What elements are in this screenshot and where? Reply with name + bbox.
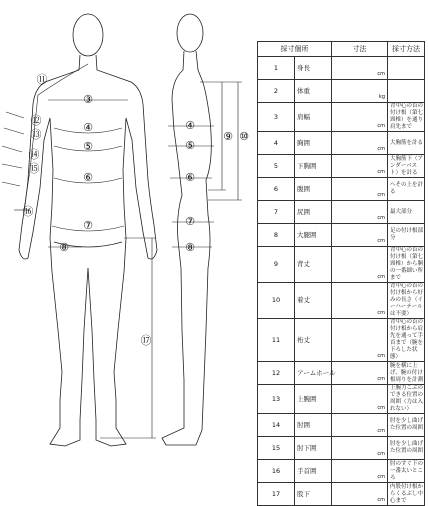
row-location: アームホール — [295, 362, 332, 385]
table-row — [258, 201, 425, 224]
row-unit: cm — [377, 474, 385, 480]
row-value-field[interactable] — [332, 414, 388, 437]
header-location: 採寸個所 — [258, 42, 332, 57]
row-number: 9 — [258, 247, 295, 283]
label-17: ⑰ — [140, 334, 152, 347]
row-location: 股下 — [295, 483, 332, 506]
label-13: ⑬ — [30, 128, 42, 141]
row-method: 背中心の首の付け根から好みの長さ（イーハーテールは不要） — [388, 283, 425, 319]
row-location: 体重 — [295, 80, 332, 103]
row-unit: cm — [377, 123, 385, 129]
row-number: 4 — [258, 132, 295, 155]
label-3: ③ — [83, 93, 93, 106]
row-value-field[interactable] — [332, 155, 388, 178]
table-row — [258, 247, 425, 283]
table-row — [258, 57, 425, 80]
row-method: 肘を少し曲げた位置の周囲 — [388, 414, 425, 437]
row-method: 大胸筋を計る — [388, 132, 425, 155]
row-value-field[interactable] — [332, 80, 388, 103]
row-method: 背中心の首の付け根から肩先を通って手首まで（腕を下ろした状態） — [388, 319, 425, 362]
row-value-field[interactable] — [332, 362, 388, 385]
row-method: 最大部分 — [388, 201, 425, 224]
row-method — [388, 80, 425, 103]
row-unit: cm — [377, 192, 385, 198]
row-unit: cm — [377, 376, 385, 382]
row-location: 肘下囲 — [295, 437, 332, 460]
label-9: ⑨ — [223, 130, 233, 143]
row-value-field[interactable] — [332, 132, 388, 155]
row-unit: cm — [377, 238, 385, 244]
row-location: 手首囲 — [295, 460, 332, 483]
row-method: 内股付け根からくるぶし中心まで — [388, 483, 425, 506]
row-method: 大胸筋下（アンダーバスト）を計る — [388, 155, 425, 178]
row-location: 背丈 — [295, 247, 332, 283]
row-location: 肩幅 — [295, 103, 332, 132]
row-method: 肘を少し曲げた位置の周囲 — [388, 437, 425, 460]
row-value-field[interactable] — [332, 460, 388, 483]
row-unit: cm — [377, 451, 385, 457]
row-number: 3 — [258, 103, 295, 132]
label-8: ⑧ — [59, 241, 69, 254]
row-unit: cm — [377, 169, 385, 175]
label-4: ④ — [83, 121, 93, 134]
row-number: 1 — [258, 57, 295, 80]
row-value-field[interactable] — [332, 385, 388, 414]
table-header-row — [258, 42, 425, 57]
row-value-field[interactable] — [332, 201, 388, 224]
row-method: 足の付け根部分 — [388, 224, 425, 247]
row-number: 11 — [258, 319, 295, 362]
row-location: 身長 — [295, 57, 332, 80]
label-side-6: ⑥ — [185, 171, 195, 184]
row-unit: cm — [377, 353, 385, 359]
row-number: 6 — [258, 178, 295, 201]
row-number: 2 — [258, 80, 295, 103]
row-number: 15 — [258, 437, 295, 460]
row-number: 12 — [258, 362, 295, 385]
header-value: 寸法 — [332, 42, 388, 57]
row-unit: cm — [377, 405, 385, 411]
row-location: 大腿囲 — [295, 224, 332, 247]
header-method: 採寸方法 — [388, 42, 425, 57]
row-number: 10 — [258, 283, 295, 319]
row-value-field[interactable] — [332, 247, 388, 283]
table-row — [258, 414, 425, 437]
row-location: 上腕囲 — [295, 385, 332, 414]
row-method: 腕を横に上げ、腕の付け根周りを計測 — [388, 362, 425, 385]
row-number: 16 — [258, 460, 295, 483]
row-unit: cm — [377, 274, 385, 280]
label-10: ⑩ — [239, 130, 249, 143]
row-number: 7 — [258, 201, 295, 224]
label-side-8: ⑧ — [185, 241, 195, 254]
row-unit: cm — [377, 497, 385, 503]
table-row — [258, 178, 425, 201]
row-location: 肘囲 — [295, 414, 332, 437]
row-method: 背中心の首の付け根（第七頸椎）から胴の一番細い所まで — [388, 247, 425, 283]
row-number: 13 — [258, 385, 295, 414]
label-side-5: ⑤ — [185, 139, 195, 152]
row-method: 背中心の首の付け根（第七頸椎）を通り肩先まで — [388, 103, 425, 132]
row-unit: cm — [377, 215, 385, 221]
table-row — [258, 385, 425, 414]
table-row — [258, 362, 425, 385]
label-7: ⑦ — [83, 219, 93, 232]
row-value-field[interactable] — [332, 57, 388, 80]
row-number: 8 — [258, 224, 295, 247]
row-location: 尻囲 — [295, 201, 332, 224]
label-15: ⑮ — [28, 162, 40, 175]
label-5: ⑤ — [83, 140, 93, 153]
row-unit: cm — [377, 146, 385, 152]
table-row — [258, 483, 425, 506]
row-unit: cm — [377, 310, 385, 316]
row-location: 下胸囲 — [295, 155, 332, 178]
row-value-field[interactable] — [332, 437, 388, 460]
label-6: ⑥ — [83, 171, 93, 184]
row-location: 裄丈 — [295, 319, 332, 362]
row-value-field[interactable] — [332, 103, 388, 132]
row-value-field[interactable] — [332, 483, 388, 506]
row-location: 腹囲 — [295, 178, 332, 201]
row-value-field[interactable] — [332, 224, 388, 247]
row-value-field[interactable] — [332, 283, 388, 319]
table-row — [258, 437, 425, 460]
row-number: 5 — [258, 155, 295, 178]
row-method: 上腕力こぶのできる位置の周囲（力は入れない） — [388, 385, 425, 414]
row-unit: cm — [377, 71, 385, 77]
label-side-7: ⑦ — [185, 215, 195, 228]
row-value-field[interactable] — [332, 178, 388, 201]
row-number: 14 — [258, 414, 295, 437]
table-row — [258, 155, 425, 178]
table-row — [258, 224, 425, 247]
row-value-field[interactable] — [332, 319, 388, 362]
label-16: ⑯ — [22, 205, 34, 218]
row-unit: cm — [377, 428, 385, 434]
table-row — [258, 283, 425, 319]
row-number: 17 — [258, 483, 295, 506]
label-14: ⑭ — [28, 148, 40, 161]
row-method: へその上を計る — [388, 178, 425, 201]
label-12: ⑫ — [30, 114, 42, 127]
side-figure — [162, 14, 211, 445]
table-row — [258, 132, 425, 155]
row-method — [388, 57, 425, 80]
table-row — [258, 460, 425, 483]
row-location: 着丈 — [295, 283, 332, 319]
measurement-table — [257, 41, 425, 506]
label-11: ⑪ — [36, 73, 48, 86]
table-row — [258, 80, 425, 103]
row-location: 胸囲 — [295, 132, 332, 155]
table-row — [258, 319, 425, 362]
table-row — [258, 103, 425, 132]
row-method: 肘のすぐ下の一番太いところ — [388, 460, 425, 483]
label-side-4: ④ — [185, 119, 195, 132]
row-unit: kg — [378, 94, 385, 100]
